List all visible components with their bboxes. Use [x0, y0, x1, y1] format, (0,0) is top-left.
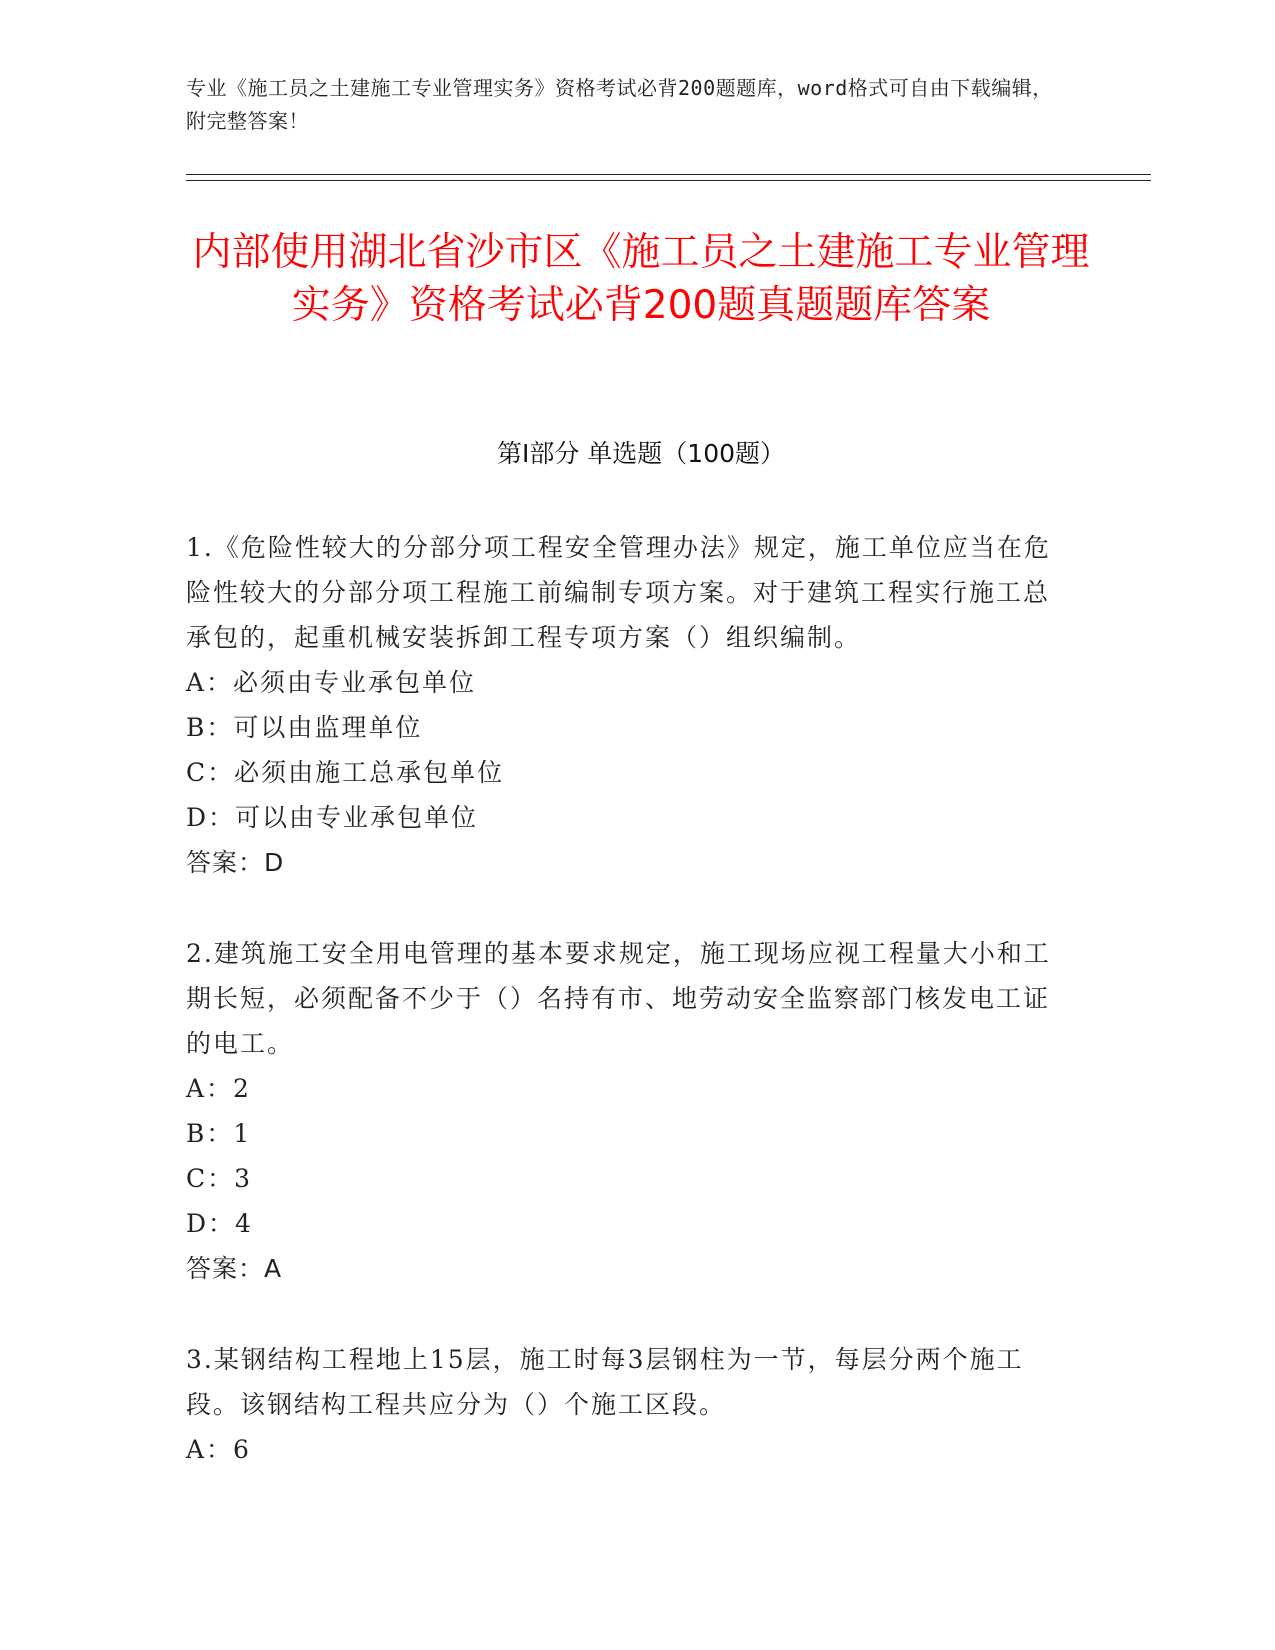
- question-list: [186, 525, 1076, 1472]
- header-rule-bottom: [186, 180, 1151, 181]
- header-rule-top: [186, 174, 1151, 175]
- option-b: B：可以由监理单位: [186, 713, 423, 742]
- question-gap: [186, 885, 1076, 931]
- question-stem: 2.建筑施工安全用电管理的基本要求规定，施工现场应视工程量大小和工期长短，必须配备不少于（）名持有市、地劳动安全监察部门核发电工证的电工。: [186, 939, 1051, 1058]
- option-c: C：3: [186, 1164, 253, 1193]
- option-c: C：必须由施工总承包单位: [186, 758, 505, 787]
- header-note: 专业《施工员之土建施工专业管理实务》资格考试必背200题题库，word格式可自由下载编辑，附完整答案！: [186, 76, 1053, 133]
- option-d: D：4: [186, 1209, 253, 1238]
- section-title: 第I部分 单选题（100题）: [496, 439, 786, 468]
- question-stem: 1.《危险性较大的分部分项工程安全管理办法》规定，施工单位应当在危险性较大的分部分项工程施工前编制专项方案。对于建筑工程实行施工总承包的，起重机械安装拆卸工程专项方案（）组织编制。: [186, 533, 1051, 652]
- option-d: D：可以由专业承包单位: [186, 803, 479, 832]
- question-2: [186, 931, 1076, 1291]
- option-a: A：6: [186, 1435, 251, 1464]
- answer: 答案：D: [186, 848, 285, 877]
- option-a: A：必须由专业承包单位: [186, 668, 477, 697]
- question-3: [186, 1337, 1076, 1472]
- answer: 答案：A: [186, 1254, 283, 1283]
- document-title: 内部使用湖北省沙市区《施工员之土建施工专业管理实务》资格考试必背200题真题题库答案: [192, 230, 1090, 328]
- option-a: A：2: [186, 1074, 251, 1103]
- option-b: B：1: [186, 1119, 252, 1148]
- question-gap: [186, 1291, 1076, 1337]
- question-1: [186, 525, 1076, 885]
- question-stem: 3.某钢结构工程地上15层，施工时每3层钢柱为一节，每层分两个施工段。该钢结构工程共应分为（）个施工区段。: [186, 1345, 1024, 1419]
